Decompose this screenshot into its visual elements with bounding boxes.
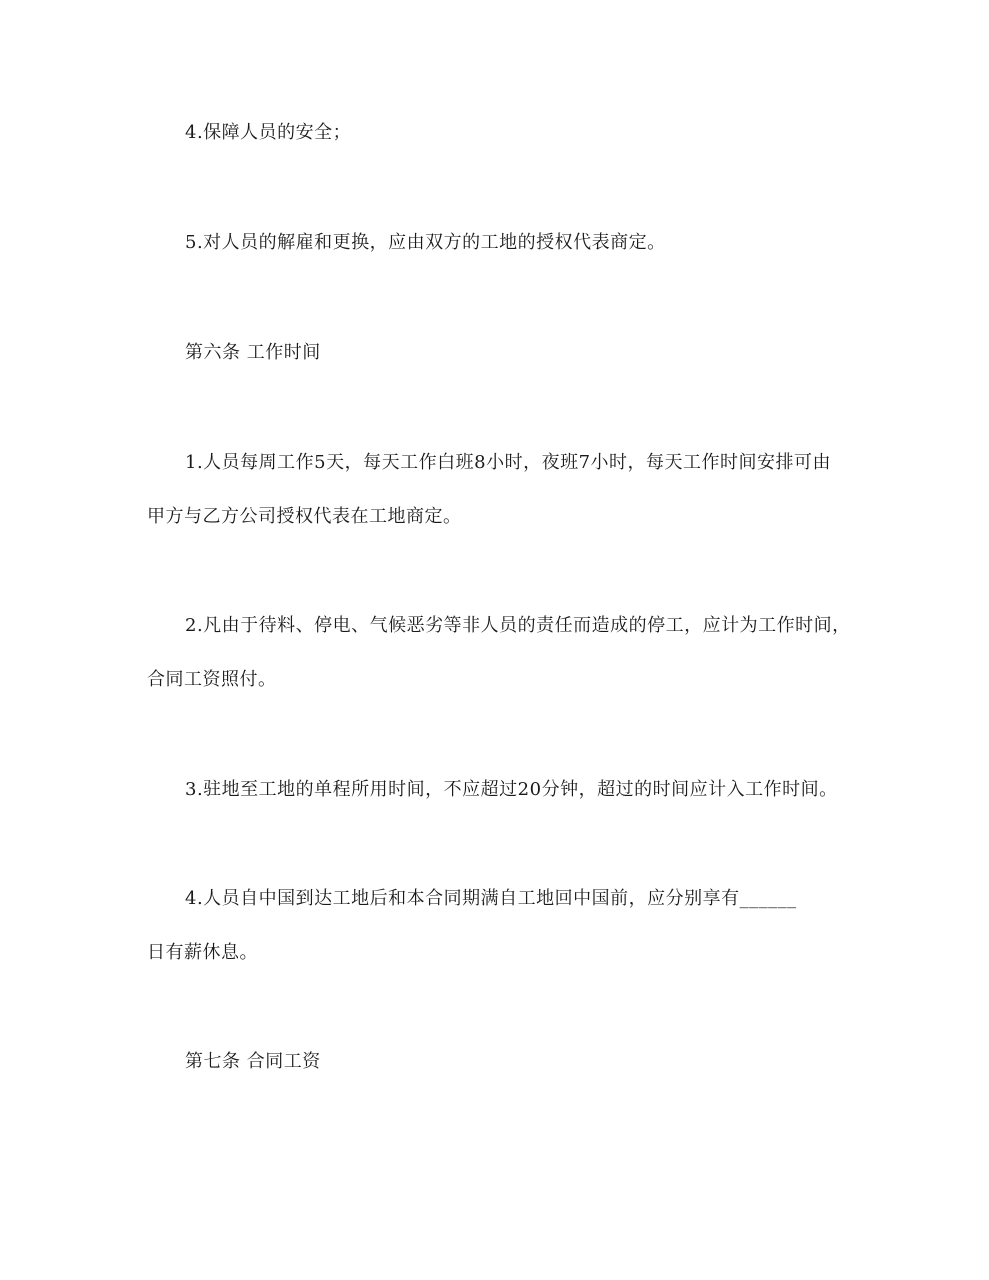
paragraph-line: 3.驻地至工地的单程所用时间，不应超过20分钟，超过的时间应计入工作时间。 xyxy=(185,779,838,800)
paragraph-line: 2.凡由于待料、停电、气候恶劣等非人员的责任而造成的停工，应计为工作时间， xyxy=(185,615,851,636)
paragraph-line: 甲方与乙方公司授权代表在工地商定。 xyxy=(147,506,462,527)
paragraph-line: 合同工资照付。 xyxy=(147,669,277,690)
section-heading: 第七条 合同工资 xyxy=(185,1051,321,1072)
paragraph-line: 4.保障人员的安全； xyxy=(185,122,352,143)
paragraph-line: 4.人员自中国到达工地后和本合同期满自工地回中国前，应分别享有______ xyxy=(185,888,797,909)
paragraph-line: 5.对人员的解雇和更换，应由双方的工地的授权代表商定。 xyxy=(185,232,666,253)
paragraph-line: 日有薪休息。 xyxy=(147,942,258,963)
paragraph-line: 1.人员每周工作5天，每天工作白班8小时，夜班7小时，每天工作时间安排可由 xyxy=(185,452,832,473)
section-heading: 第六条 工作时间 xyxy=(185,342,321,363)
